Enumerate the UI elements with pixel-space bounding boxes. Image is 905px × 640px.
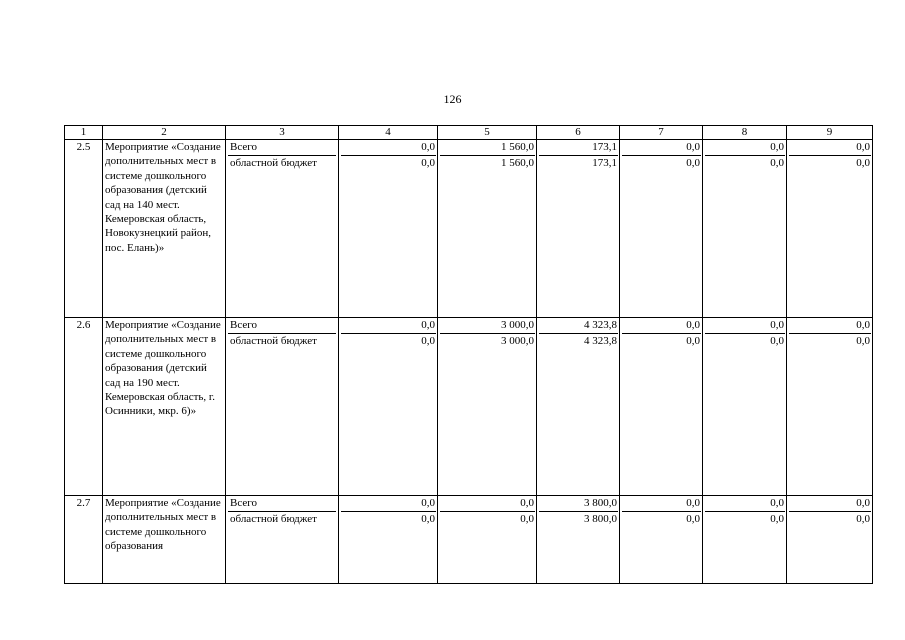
value-regional: 1 560,0 [501,157,534,169]
value-regional: 0,0 [770,335,784,347]
value-regional: 3 800,0 [584,513,617,525]
page-number: 126 [443,92,462,106]
value-regional: 0,0 [421,513,435,525]
header-cell: 2 [103,126,226,140]
funding-source-cell [226,496,339,584]
value-regional: 3 000,0 [501,335,534,347]
funding-source-regional: областной бюджет [230,335,317,347]
row-number: 2.7 [65,496,103,584]
activity-name: Мероприятие «Создание дополнительных мест в системе дошкольного образования (детский сад на 190 мест. Кемеровская область, г. Осинники, мкр. 6)» [103,318,226,496]
value-total: 0,0 [440,496,535,512]
table-row [65,318,873,496]
value-total: 0,0 [341,140,436,156]
value-cell [703,140,787,318]
value-regional: 0,0 [856,335,870,347]
funding-source-cell [226,140,339,318]
value-total: 0,0 [705,140,785,156]
value-regional: 0,0 [770,157,784,169]
funding-source-regional: областной бюджет [230,513,317,525]
value-cell [438,140,537,318]
header-cell: 6 [537,126,620,140]
value-cell [339,140,438,318]
value-total: 173,1 [539,140,618,156]
value-total: 0,0 [341,496,436,512]
value-cell [620,318,703,496]
value-regional: 0,0 [770,513,784,525]
value-total: 0,0 [789,140,871,156]
value-total: 0,0 [622,496,701,512]
activity-name: Мероприятие «Создание дополнительных мест в системе дошкольного образования (детский сад на 140 мест. Кемеровская область, Новокузнецкий район, пос. Елань)» [103,140,226,318]
funding-source-total: Всего [228,318,336,334]
value-total: 1 560,0 [440,140,535,156]
header-cell: 5 [438,126,537,140]
value-regional: 0,0 [856,157,870,169]
value-cell [537,318,620,496]
funding-source-regional: областной бюджет [230,157,317,169]
value-regional: 0,0 [686,335,700,347]
value-regional: 0,0 [421,335,435,347]
header-cell: 3 [226,126,339,140]
value-cell [339,496,438,584]
value-total: 0,0 [789,318,871,334]
header-cell: 4 [339,126,438,140]
funding-source-total: Всего [228,140,336,156]
value-total: 0,0 [789,496,871,512]
header-cell: 8 [703,126,787,140]
header-row [65,126,873,140]
row-number: 2.5 [65,140,103,318]
value-total: 4 323,8 [539,318,618,334]
header-cell: 7 [620,126,703,140]
value-total: 0,0 [705,496,785,512]
value-regional: 0,0 [856,513,870,525]
value-cell [537,496,620,584]
funding-source-cell [226,318,339,496]
value-regional: 4 323,8 [584,335,617,347]
header-cell: 9 [787,126,873,140]
value-regional: 173,1 [592,157,617,169]
value-cell [787,496,873,584]
row-number: 2.6 [65,318,103,496]
value-cell [620,496,703,584]
value-total: 0,0 [341,318,436,334]
value-cell [438,318,537,496]
header-cell: 1 [65,126,103,140]
table-row [65,496,873,584]
value-total: 0,0 [705,318,785,334]
value-cell [787,140,873,318]
value-regional: 0,0 [520,513,534,525]
value-cell [438,496,537,584]
value-total: 3 800,0 [539,496,618,512]
value-cell [620,140,703,318]
value-cell [537,140,620,318]
value-regional: 0,0 [421,157,435,169]
value-total: 3 000,0 [440,318,535,334]
value-regional: 0,0 [686,157,700,169]
value-cell [787,318,873,496]
value-regional: 0,0 [686,513,700,525]
value-total: 0,0 [622,140,701,156]
budget-table [64,125,873,584]
funding-source-total: Всего [228,496,336,512]
value-cell [703,496,787,584]
value-cell [703,318,787,496]
table-row [65,140,873,318]
activity-name: Мероприятие «Создание дополнительных мест в системе дошкольного образования [103,496,226,584]
value-total: 0,0 [622,318,701,334]
value-cell [339,318,438,496]
